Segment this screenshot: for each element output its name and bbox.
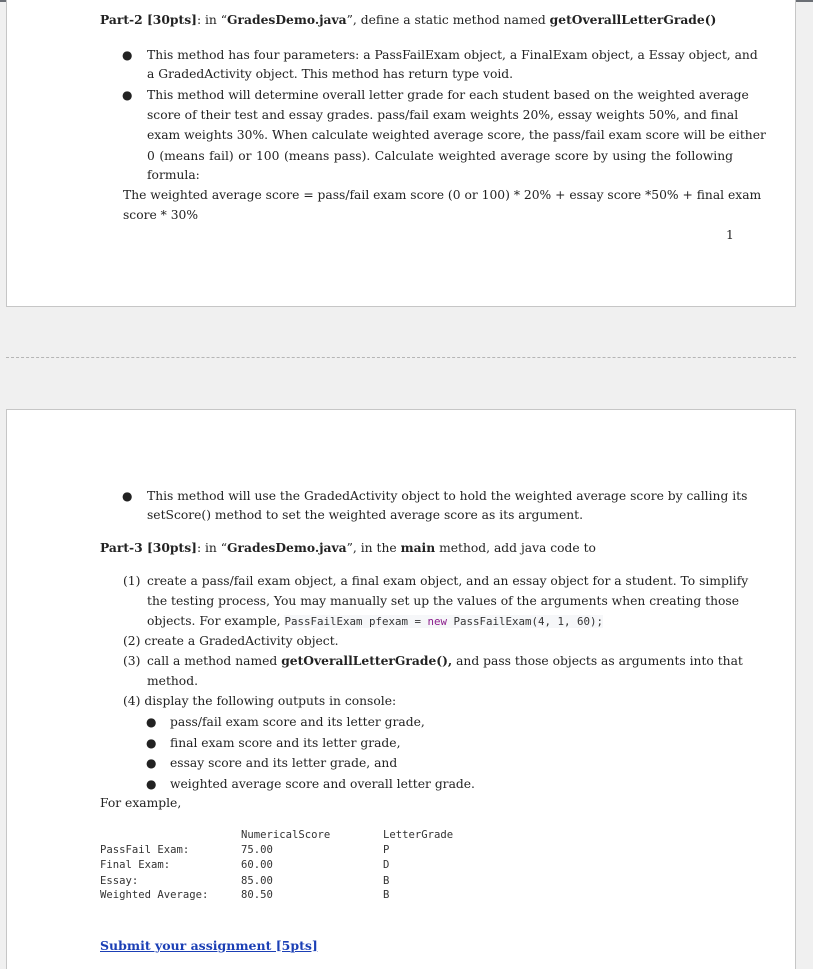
step3-line2: method.: [147, 674, 198, 688]
part2-bullet1-line2: a GradedActivity object. This method has return type void.: [147, 67, 514, 81]
submit-assignment-heading: Submit your assignment [5pts]: [100, 938, 318, 953]
part2-bullet2-line4: 0 (means fail) or 100 (means pass). Calculate weighted average score by using the following: [147, 149, 733, 163]
step3-line1: call a method named getOverallLetterGrade(), and pass those objects as arguments into that: [147, 653, 743, 668]
code-example: PassFailExam pfexam = new PassFailExam(4, 1, 60);: [284, 615, 604, 628]
page-number: 1: [726, 228, 734, 242]
output-row-grade: D: [383, 859, 390, 871]
step4: (4) display the following outputs in console:: [123, 694, 397, 708]
part2-bullet1-line1: This method has four parameters: a PassFailExam object, a FinalExam object, a Essay object, and: [147, 48, 758, 62]
output-item: final exam score and its letter grade,: [170, 736, 401, 750]
bullet-dot: ●: [122, 48, 133, 62]
step3-number: (3): [123, 654, 141, 668]
bullet-dot: ●: [146, 715, 157, 729]
bullet-dot: ●: [122, 88, 133, 102]
bullet-dot: ●: [146, 736, 157, 750]
output-row-score: 85.00: [241, 875, 273, 887]
step2: (2) create a GradedActivity object.: [123, 634, 339, 648]
part3-heading: Part-3 [30pts]: in “GradesDemo.java”, in the main method, add java code to: [100, 540, 596, 555]
output-row-label: Weighted Average:: [100, 889, 209, 901]
output-header-letter: LetterGrade: [383, 829, 454, 841]
output-item: pass/fail exam score and its letter grade,: [170, 715, 425, 729]
output-item: essay score and its letter grade, and: [170, 756, 398, 770]
bullet-dot: ●: [146, 777, 157, 791]
formula-line1: The weighted average score = pass/fail exam score (0 or 100) * 20% + essay score *50% + final exam: [123, 188, 762, 202]
page-break-separator: [6, 357, 796, 358]
output-item: weighted average score and overall letter grade.: [170, 777, 475, 791]
output-row-grade: B: [383, 875, 390, 887]
part2-bullet2-line3: exam weights 30%. When calculate weighted average score, the pass/fail exam score will be either: [147, 128, 766, 142]
step1-line1: create a pass/fail exam object, a final exam object, and an essay object for a student. To simplify: [147, 574, 749, 588]
output-row-score: 80.50: [241, 889, 273, 901]
part2-bullet2-line1: This method will determine overall letter grade for each student based on the weighted average: [147, 88, 749, 102]
step1-number: (1): [123, 574, 141, 588]
part2-heading: Part-2 [30pts]: in “GradesDemo.java”, define a static method named getOverallLetterGrade(): [100, 12, 717, 27]
bullet-dot: ●: [122, 489, 133, 503]
part2-bullet3-line1: This method will use the GradedActivity object to hold the weighted average score by calling its: [147, 489, 748, 503]
step1-line2: the testing process, You may manually set up the values of the arguments when creating those: [147, 594, 740, 608]
output-row-label: Final Exam:: [100, 859, 171, 871]
for-example-label: For example,: [100, 796, 182, 810]
output-header-numerical: NumericalScore: [241, 829, 331, 841]
output-row-label: Essay:: [100, 875, 139, 887]
part2-bullet2-line2: score of their test and essay grades. pass/fail exam weights 20%, essay weights 50%, and final: [147, 108, 739, 122]
part2-bullet3-line2: setScore() method to set the weighted average score as its argument.: [147, 508, 583, 522]
bullet-dot: ●: [146, 756, 157, 770]
output-row-label: PassFail Exam:: [100, 844, 190, 856]
output-row-grade: P: [383, 844, 390, 856]
output-row-score: 60.00: [241, 859, 273, 871]
formula-line2: score * 30%: [123, 208, 199, 222]
part2-bullet2-line5: formula:: [147, 168, 200, 182]
output-row-grade: B: [383, 889, 390, 901]
output-row-score: 75.00: [241, 844, 273, 856]
step1-line3: objects. For example, PassFailExam pfexam = new PassFailExam(4, 1, 60);: [147, 614, 604, 628]
